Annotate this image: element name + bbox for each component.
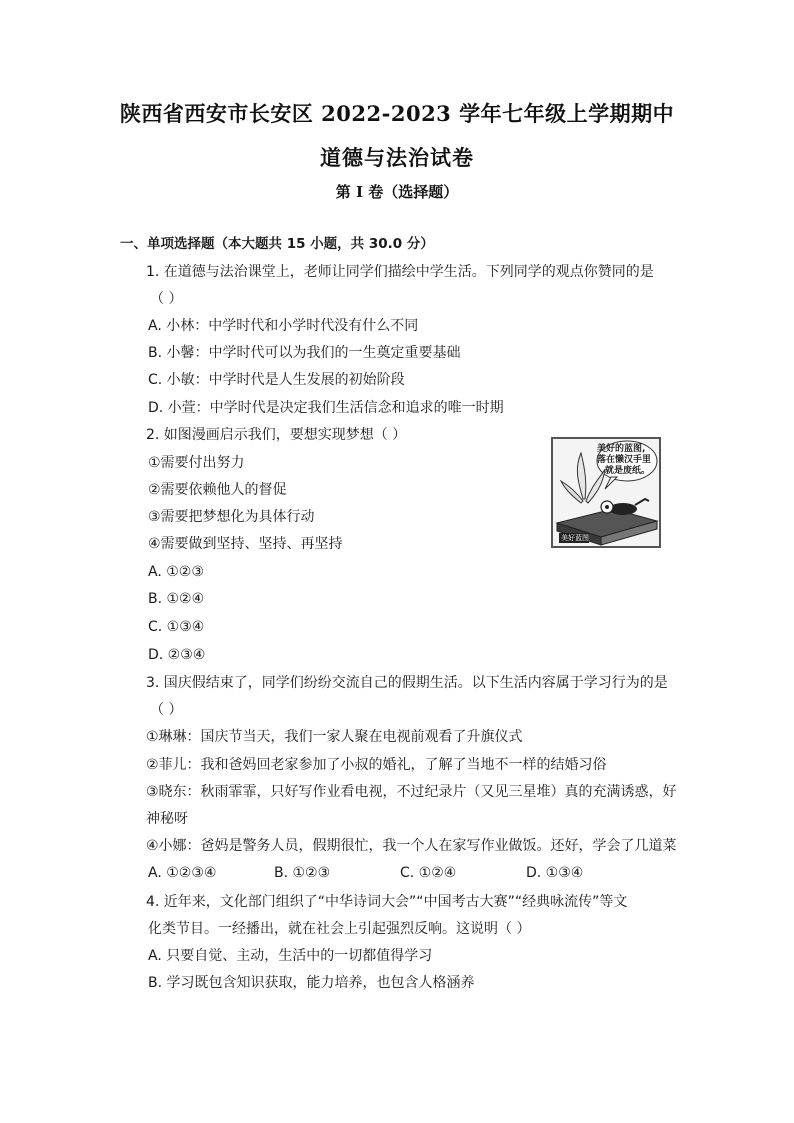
q1-option-a: A. 小林：中学时代和小学时代没有什么不同 xyxy=(148,318,419,334)
q3-statement-1: ①琳琳：国庆节当天，我们一家人聚在电视前观看了升旗仪式 xyxy=(146,729,523,745)
q4-stem-cont: 化类节目。一经播出，就在社会上引起强烈反响。这说明（ ） xyxy=(148,921,531,937)
q2-stem: 2. 如图漫画启示我们，要想实现梦想（ ） xyxy=(146,427,407,443)
q2-statement-4: ④需要做到坚持、坚持、再坚持 xyxy=(148,536,343,552)
q3-statement-2: ②菲儿：我和爸妈回老家参加了小叔的婚礼，了解了当地不一样的结婚习俗 xyxy=(146,757,607,773)
q3-option-a: A. ①②③④ xyxy=(148,865,217,881)
q4-option-a: A. 只要自觉、主动，生活中的一切都值得学习 xyxy=(148,948,433,964)
q3-statement-4: ④小娜：爸妈是警务人员，假期很忙，我一个人在家写作业做饭。还好，学会了几道菜 xyxy=(146,838,677,854)
q1-option-c: C. 小敏：中学时代是人生发展的初始阶段 xyxy=(148,372,405,388)
q3-statement-3: ③晓东：秋雨霏霏，只好写作业看电视，不过纪录片（又见三星堆）真的充满诱惑，好 xyxy=(146,784,677,800)
q2-statement-1: ①需要付出努力 xyxy=(148,455,245,471)
q3-stem: 3. 国庆假结束了，同学们纷纷交流自己的假期生活。以下生活内容属于学习行为的是 xyxy=(146,675,668,691)
comic-book-label: 美好蓝图 xyxy=(561,534,589,542)
comic-caption-line1: 美好的蓝图, xyxy=(597,444,646,454)
comic-illustration xyxy=(551,437,661,548)
section-heading: 一、单项选择题（本大题共 15 小题，共 30.0 分） xyxy=(120,236,434,252)
q2-option-a: A. ①②③ xyxy=(148,564,204,580)
q3-option-d: D. ①③④ xyxy=(526,865,584,881)
q2-statement-2: ②需要依赖他人的督促 xyxy=(148,482,287,498)
q2-option-b: B. ①②④ xyxy=(148,591,205,607)
q3-option-c: C. ①②④ xyxy=(400,865,457,881)
q1-option-d: D. 小萱：中学时代是决定我们生活信念和追求的唯一时期 xyxy=(148,400,504,416)
q4-stem: 4. 近年来，文化部门组织了“中华诗词大会”“中国考古大赛”“经典咏流传”等文 xyxy=(146,894,628,910)
q3-statement-3-cont: 神秘呀 xyxy=(146,811,188,827)
q2-option-d: D. ②③④ xyxy=(148,647,206,663)
q2-option-c: C. ①③④ xyxy=(148,619,205,635)
exam-title-line2: 道德与法治试卷 xyxy=(320,145,474,170)
q3-stem-blank: （ ） xyxy=(150,702,183,718)
q1-stem-blank: （ ） xyxy=(150,291,183,307)
comic-caption-line2: 落在懒汉手里 xyxy=(597,455,652,465)
exam-subtitle: 第 I 卷（选择题） xyxy=(335,183,459,201)
q1-stem: 1. 在道德与法治课堂上，老师让同学们描绘中学生活。下列同学的观点你赞同的是 xyxy=(146,264,654,280)
exam-title-line1: 陕西省西安市长安区 2022-2023 学年七年级上学期期中 xyxy=(119,101,675,126)
q4-option-b: B. 学习既包含知识获取，能力培养，也包含人格涵养 xyxy=(148,975,475,991)
q2-statement-3: ③需要把梦想化为具体行动 xyxy=(148,509,315,525)
comic-caption-line3: 就是废纸。 xyxy=(605,466,651,476)
q3-option-b: B. ①②③ xyxy=(274,865,331,881)
q1-option-b: B. 小馨：中学时代可以为我们的一生奠定重要基础 xyxy=(148,345,461,361)
